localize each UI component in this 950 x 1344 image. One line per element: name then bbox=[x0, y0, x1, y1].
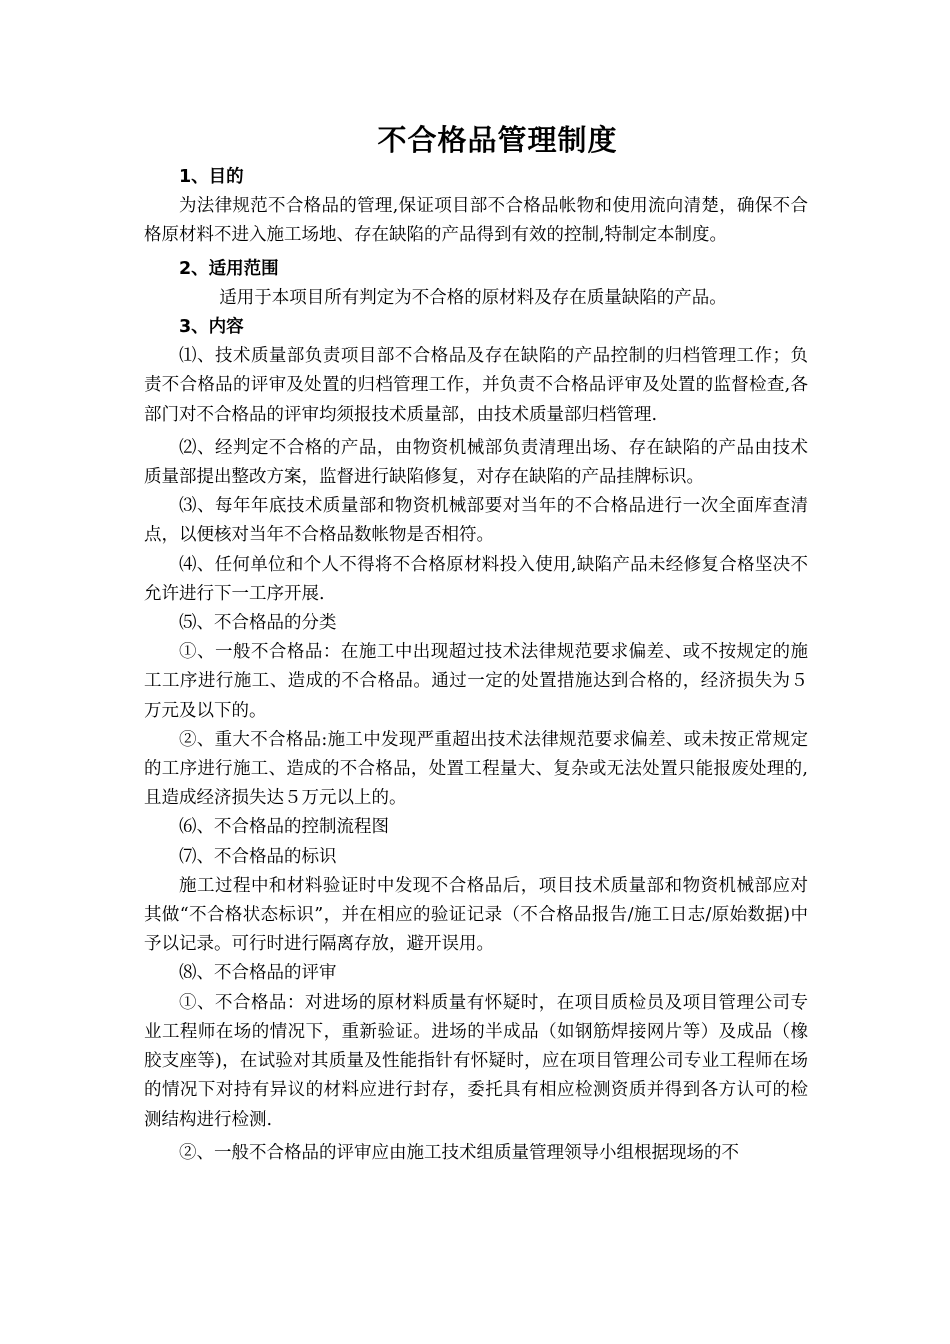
paragraph: ②、一般不合格品的评审应由施工技术组质量管理领导小组根据现场的不 bbox=[179, 1142, 739, 1163]
list-item: ⑻、不合格品的评审 bbox=[179, 963, 337, 984]
paragraph: ⑷、任何单位和个人不得将不合格原材料投入使用,缺陷产品未经修复合格坚决不允许进行下一工序开展. bbox=[144, 554, 808, 604]
section-heading-purpose: 1、目的 bbox=[179, 167, 244, 187]
paragraph: ①、不合格品：对进场的原材料质量有怀疑时，在项目质检员及项目管理公司专业工程师在场的情况下，重新验证。进场的半成品（如钢筋焊接网片等）及成品（橡胶支座等)，在试验对其质量及性能指针有怀疑时，应在项目管理公司专业工程师在场的情况下对持有异议的材料应进行封存，委托具有相应检测资质并得到各方认可的检测结构进行检测. bbox=[144, 992, 808, 1130]
section-heading-scope: 2、适用范围 bbox=[179, 258, 279, 279]
list-item: ⑹、不合格品的控制流程图 bbox=[179, 817, 389, 838]
paragraph: ⑴、技术质量部负责项目部不合格品及存在缺陷的产品控制的归档管理工作；负责不合格品的评审及处置的归档管理工作，并负责不合格品评审及处置的监督检查,各部门对不合格品的评审均须报技术质量部，由技术质量部归档管理. bbox=[144, 346, 808, 425]
document-title: 不合格品管理制度 bbox=[377, 123, 618, 157]
document-body bbox=[144, 163, 808, 1168]
paragraph: 施工过程中和材料验证时中发现不合格品后，项目技术质量部和物资机械部应对其做“不合格状态标识”，并在相应的验证记录（不合格品报告/施工日志/原始数据)中予以记录。可行时进行隔离存放，避开误用。 bbox=[144, 875, 808, 955]
paragraph: ②、重大不合格品:施工中发现严重超出技术法律规范要求偏差、或未按正常规定的工序进行施工、造成的不合格品，处置工程量大、复杂或无法处置只能报废处理的,且造成经济损失达５万元以上的。 bbox=[144, 729, 808, 809]
paragraph: ①、一般不合格品：在施工中出现超过技术法律规范要求偏差、或不按规定的施工工序进行施工、造成的不合格品。通过一定的处置措施达到合格的，经济损失为５万元及以下的。 bbox=[144, 642, 808, 721]
paragraph: ⑵、经判定不合格的产品，由物资机械部负责清理出场、存在缺陷的产品由技术质量部提出整改方案，监督进行缺陷修复，对存在缺陷的产品挂牌标识。 bbox=[144, 437, 808, 488]
list-item: ⑺、不合格品的标识 bbox=[179, 846, 337, 867]
paragraph: 适用于本项目所有判定为不合格的原材料及存在质量缺陷的产品。 bbox=[219, 287, 727, 308]
section-heading-content: 3、内容 bbox=[179, 317, 244, 338]
paragraph: ⑶、每年年底技术质量部和物资机械部要对当年的不合格品进行一次全面库查清点，以便核对当年不合格品数帐物是否相符。 bbox=[144, 496, 808, 546]
paragraph: 为法律规范不合格品的管理,保证项目部不合格品帐物和使用流向清楚，确保不合格原材料不进入施工场地、存在缺陷的产品得到有效的控制,特制定本制度。 bbox=[144, 196, 808, 246]
list-item: ⑸、不合格品的分类 bbox=[179, 613, 337, 634]
